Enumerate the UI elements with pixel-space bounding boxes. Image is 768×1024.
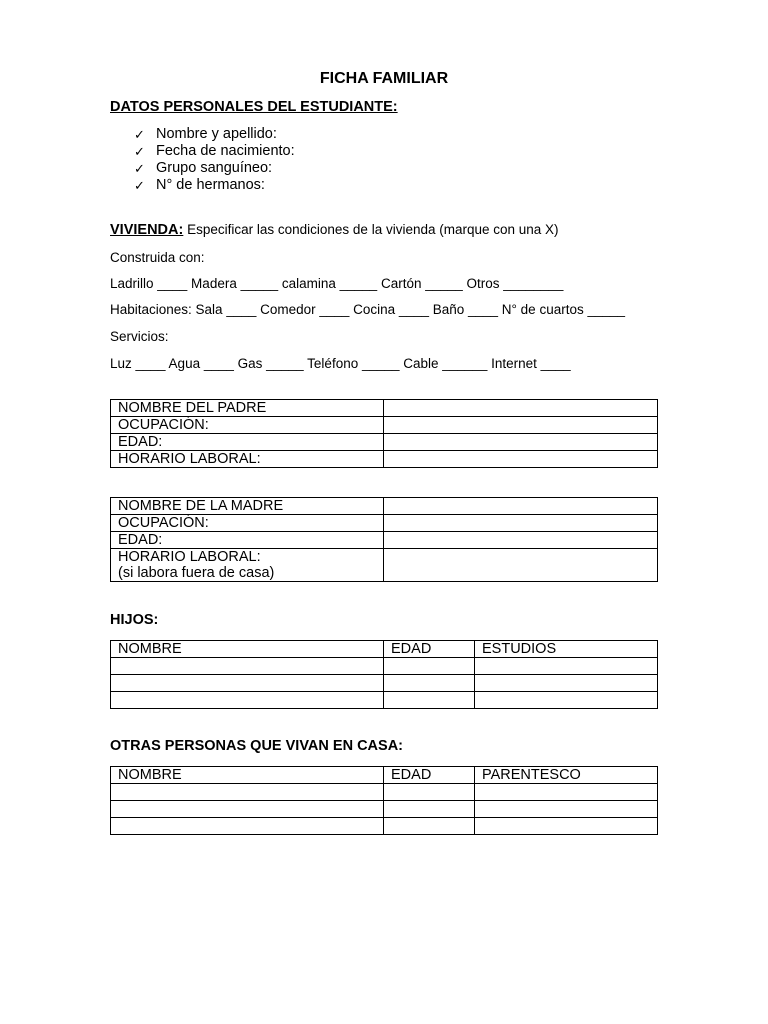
- table-cell[interactable]: [475, 784, 658, 801]
- table-cell[interactable]: [111, 658, 384, 675]
- check-icon: ✓: [134, 161, 145, 176]
- checklist-item: [134, 160, 295, 177]
- madre-table: [110, 497, 658, 582]
- hijos-table: [110, 640, 658, 709]
- table-row: [111, 498, 658, 515]
- table-row: [111, 675, 658, 692]
- table-cell[interactable]: [111, 801, 384, 818]
- hijos-heading: HIJOS:: [110, 612, 159, 628]
- padre-value-cell[interactable]: [384, 417, 658, 434]
- column-header: PARENTESCO: [475, 767, 658, 784]
- table-row: [111, 658, 658, 675]
- column-header: NOMBRE: [111, 641, 384, 658]
- vivienda-heading: VIVIENDA:: [110, 222, 184, 238]
- madre-note: (si labora fuera de casa): [118, 565, 275, 581]
- table-row: [111, 434, 658, 451]
- table-row: [111, 515, 658, 532]
- table-cell[interactable]: [384, 818, 475, 835]
- datos-heading: DATOS PERSONALES DEL ESTUDIANTE:: [110, 99, 398, 115]
- otras-heading: OTRAS PERSONAS QUE VIVAN EN CASA:: [110, 738, 403, 754]
- checklist-item-label: N° de hermanos:: [156, 177, 265, 193]
- madre-label: NOMBRE DE LA MADRE: [111, 498, 384, 515]
- materiales-line: Ladrillo ____ Madera _____ calamina _____ Cartón _____ Otros ________: [110, 276, 564, 291]
- table-cell[interactable]: [475, 675, 658, 692]
- padre-label: NOMBRE DEL PADRE: [111, 400, 384, 417]
- table-cell[interactable]: [111, 692, 384, 709]
- datos-checklist: [134, 126, 295, 194]
- column-header: ESTUDIOS: [475, 641, 658, 658]
- table-cell[interactable]: [111, 818, 384, 835]
- table-row: [111, 549, 658, 582]
- table-cell[interactable]: [384, 801, 475, 818]
- table-row: [111, 417, 658, 434]
- table-header-row: [111, 641, 658, 658]
- table-cell[interactable]: [475, 658, 658, 675]
- table-row: [111, 818, 658, 835]
- checklist-item: [134, 177, 295, 194]
- servicios-label: Servicios:: [110, 329, 169, 344]
- otras-table: [110, 766, 658, 835]
- madre-value-cell[interactable]: [384, 549, 658, 582]
- table-row: [111, 400, 658, 417]
- table-cell[interactable]: [384, 784, 475, 801]
- padre-table: [110, 399, 658, 468]
- padre-label: HORARIO LABORAL:: [111, 451, 384, 468]
- table-header-row: [111, 767, 658, 784]
- construida-label: Construida con:: [110, 250, 205, 265]
- table-row: [111, 784, 658, 801]
- column-header: EDAD: [384, 641, 475, 658]
- madre-label: HORARIO LABORAL:: [118, 549, 261, 565]
- habitaciones-line: Habitaciones: Sala ____ Comedor ____ Cocina ____ Baño ____ N° de cuartos _____: [110, 302, 626, 317]
- padre-value-cell[interactable]: [384, 451, 658, 468]
- madre-label-multiline: [111, 549, 384, 582]
- table-row: [111, 692, 658, 709]
- column-header: EDAD: [384, 767, 475, 784]
- table-cell[interactable]: [475, 801, 658, 818]
- madre-value-cell[interactable]: [384, 498, 658, 515]
- table-cell[interactable]: [475, 692, 658, 709]
- madre-label: EDAD:: [111, 532, 384, 549]
- madre-value-cell[interactable]: [384, 532, 658, 549]
- table-cell[interactable]: [384, 675, 475, 692]
- table-row: [111, 532, 658, 549]
- table-cell[interactable]: [384, 658, 475, 675]
- column-header: NOMBRE: [111, 767, 384, 784]
- check-icon: ✓: [134, 178, 145, 193]
- padre-label: EDAD:: [111, 434, 384, 451]
- madre-label: OCUPACIÓN:: [111, 515, 384, 532]
- table-cell[interactable]: [111, 784, 384, 801]
- page-title: FICHA FAMILIAR: [319, 70, 449, 87]
- table-cell[interactable]: [475, 818, 658, 835]
- madre-value-cell[interactable]: [384, 515, 658, 532]
- servicios-line: Luz ____ Agua ____ Gas _____ Teléfono _____ Cable ______ Internet ____: [110, 356, 571, 371]
- padre-label: OCUPACIÓN:: [111, 417, 384, 434]
- table-row: [111, 801, 658, 818]
- vivienda-instruction: Especificar las condiciones de la vivienda (marque con una X): [187, 222, 559, 237]
- table-cell[interactable]: [384, 692, 475, 709]
- vivienda-line: [110, 222, 559, 238]
- check-icon: ✓: [134, 144, 145, 159]
- checklist-item-label: Nombre y apellido:: [156, 126, 277, 142]
- checklist-item: [134, 126, 295, 143]
- table-cell[interactable]: [111, 675, 384, 692]
- check-icon: ✓: [134, 127, 145, 142]
- padre-value-cell[interactable]: [384, 400, 658, 417]
- checklist-item: [134, 143, 295, 160]
- checklist-item-label: Fecha de nacimiento:: [156, 143, 295, 159]
- table-row: [111, 451, 658, 468]
- padre-value-cell[interactable]: [384, 434, 658, 451]
- checklist-item-label: Grupo sanguíneo:: [156, 160, 273, 176]
